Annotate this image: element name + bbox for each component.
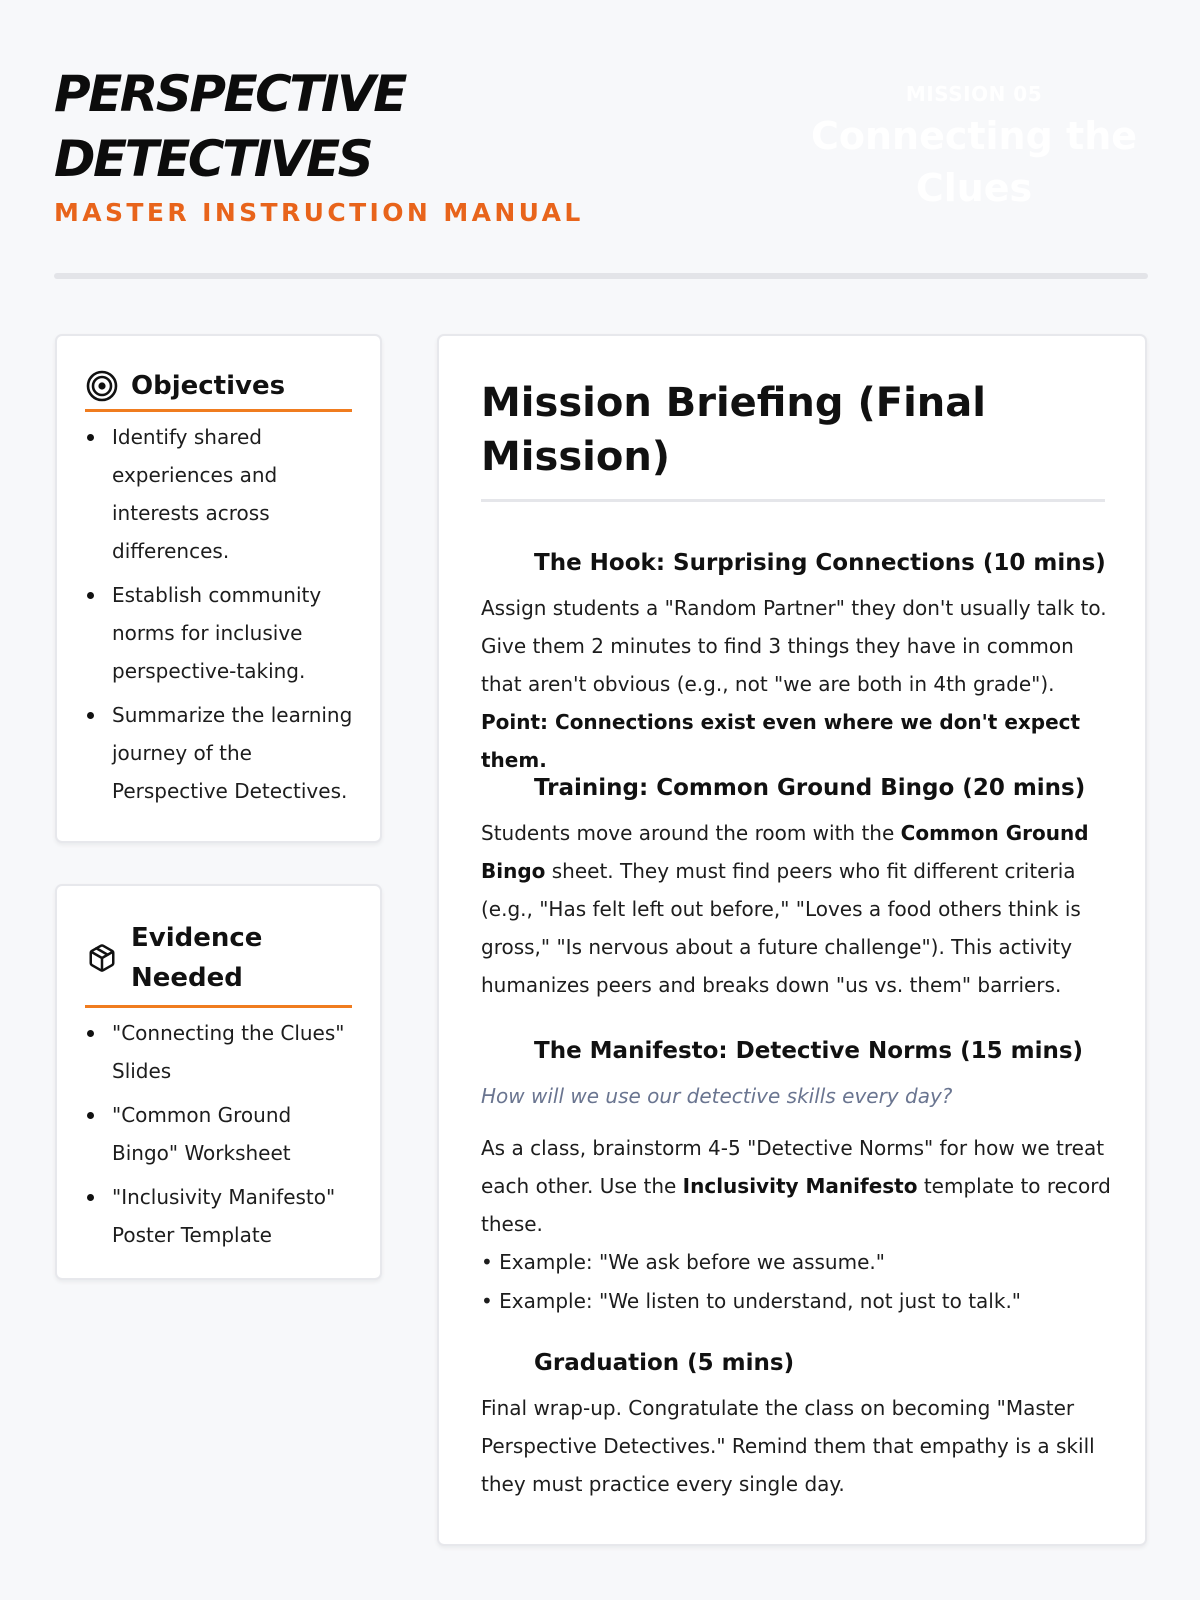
- graduation-title: Graduation (5 mins): [534, 1350, 795, 1376]
- target-icon: [85, 369, 119, 403]
- manifesto-body-end: template to record these.: [481, 1174, 1111, 1236]
- hook-title: The Hook: Surprising Connections (10 mins): [534, 550, 1106, 576]
- header-divider: [54, 273, 1148, 279]
- evidence-item: "Connecting the Clues" Slides: [85, 1014, 362, 1090]
- evidence-title: Evidence Needed: [131, 922, 263, 993]
- evidence-card: [55, 884, 382, 1280]
- training-highlight: Common Ground Bingo: [481, 821, 1089, 883]
- objectives-list: [85, 418, 362, 816]
- manifesto-highlight: Inclusivity Manifesto: [682, 1174, 918, 1198]
- evidence-item: "Inclusivity Manifesto" Poster Template: [85, 1178, 362, 1254]
- manifesto-example: • Example: "We listen to understand, not just to talk.": [481, 1289, 1021, 1313]
- training-title: Training: Common Ground Bingo (20 mins): [534, 775, 1086, 801]
- objectives-card: [55, 334, 382, 843]
- graduation-text: Final wrap-up. Congratulate the class on becoming "Master Perspective Detectives." Remind them that empathy is a skill they must practice every single day.: [481, 1396, 1095, 1496]
- mission-name: Connecting the Clues: [810, 114, 1138, 210]
- objectives-title: Objectives: [131, 370, 286, 401]
- mission-tag: [754, 80, 1194, 214]
- mission-briefing-card: [437, 334, 1147, 1546]
- manifesto-example: • Example: "We ask before we assume.": [481, 1250, 885, 1274]
- objective-item: Identify shared experiences and interests across differences.: [85, 418, 362, 570]
- manifesto-question: How will we use our detective skills every day?: [481, 1084, 953, 1108]
- training-body-start: Students move around the room with the: [481, 821, 901, 845]
- hook-point: Point: Connections exist even where we don't expect them.: [481, 710, 1081, 772]
- manifesto-text: [481, 1129, 1111, 1243]
- training-body-end: sheet. They must find peers who fit different criteria (e.g., "Has felt left out before," "Loves a food others think is gross," "Is nervous about a future challenge"). This activity humanizes peers and breaks down "us vs. them" barriers.: [481, 859, 1081, 997]
- evidence-list: [85, 1014, 362, 1260]
- brand-title-line-1: PERSPECTIVE: [54, 65, 405, 123]
- objectives-header: [85, 362, 352, 412]
- hook-body: Assign students a "Random Partner" they don't usually talk to. Give them 2 minutes to find 3 things they have in common that aren't obvious (e.g., not "we are both in 4th grade").: [481, 596, 1107, 696]
- manifesto-title: The Manifesto: Detective Norms (15 mins): [534, 1038, 1084, 1064]
- package-icon: [85, 941, 119, 975]
- briefing-divider: [481, 499, 1105, 502]
- mission-number: MISSION 05: [905, 82, 1043, 106]
- manifesto-body-start: As a class, brainstorm 4-5 "Detective Norms" for how we treat each other. Use the: [481, 1136, 1105, 1198]
- evidence-item: "Common Ground Bingo" Worksheet: [85, 1096, 362, 1172]
- evidence-header: [85, 910, 352, 1008]
- objective-item: Establish community norms for inclusive perspective-taking.: [85, 576, 362, 690]
- training-text: [481, 814, 1111, 1004]
- hook-text: [481, 589, 1111, 779]
- brand-title-line-2: DETECTIVES: [54, 130, 372, 188]
- objective-item: Summarize the learning journey of the Perspective Detectives.: [85, 696, 362, 810]
- briefing-title: Mission Briefing (Final Mission): [481, 380, 986, 480]
- page-header: [54, 62, 1148, 242]
- brand-subtitle: MASTER INSTRUCTION MANUAL: [54, 198, 584, 227]
